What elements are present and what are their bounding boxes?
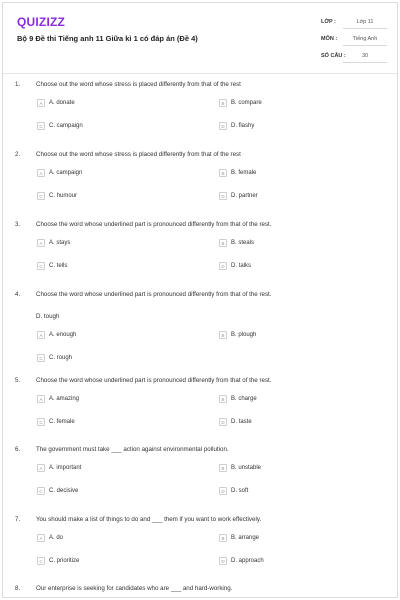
answer-option[interactable] (219, 192, 258, 200)
meta-row-class (321, 15, 389, 32)
option-text: D. soft (231, 488, 249, 494)
option-text: B. female (231, 170, 257, 176)
meta-value: Lớp 11 (343, 19, 387, 29)
meta-row-question-count (321, 49, 389, 66)
question-number: 6. (15, 446, 21, 453)
option-letter-box: A (37, 99, 45, 107)
option-letter-box: B (219, 169, 227, 177)
option-letter-box: D (219, 557, 227, 565)
option-letter-box: A (37, 239, 45, 247)
option-letter-box: C (37, 354, 45, 362)
question-number: 2. (15, 151, 21, 158)
option-letter-box: C (37, 122, 45, 130)
answer-option[interactable] (37, 534, 63, 542)
option-text: A. enough (49, 332, 77, 338)
option-text: A. donate (49, 100, 75, 106)
worksheet-header (3, 3, 397, 74)
option-text: B. steals (231, 240, 255, 246)
option-letter-box: B (219, 99, 227, 107)
answer-option[interactable] (219, 99, 262, 107)
answer-option[interactable] (37, 395, 79, 403)
option-text: B. arrange (231, 535, 260, 541)
answer-option[interactable] (37, 122, 83, 130)
option-text: B. unstable (231, 465, 262, 471)
option-letter-box: D (219, 487, 227, 495)
option-text: C. decisive (49, 488, 79, 494)
answer-option[interactable] (37, 169, 82, 177)
answer-option[interactable] (219, 122, 254, 130)
option-letter-box: C (37, 192, 45, 200)
question-text: Choose out the word whose stress is placed differently from that of the rest (36, 81, 241, 88)
question-number: 5. (15, 377, 21, 384)
meta-label: MÔN : (321, 36, 338, 42)
option-text: C. female (49, 419, 75, 425)
option-letter-box: D (219, 192, 227, 200)
question-text: Choose out the word whose stress is placed differently from that of the rest (36, 151, 241, 158)
option-text: B. charge (231, 396, 257, 402)
answer-option[interactable] (37, 418, 75, 426)
option-letter-box: C (37, 262, 45, 270)
option-text: D. flashy (231, 123, 255, 129)
option-text: D. approach (231, 558, 264, 564)
option-text: C. humour (49, 193, 78, 199)
meta-value: 30 (343, 53, 387, 63)
answer-option[interactable] (37, 192, 77, 200)
question-number: 8. (15, 585, 21, 592)
answer-option[interactable] (219, 169, 256, 177)
option-letter-box: D (219, 122, 227, 130)
option-letter-box: A (37, 534, 45, 542)
answer-option[interactable] (37, 464, 81, 472)
option-letter-box: B (219, 331, 227, 339)
answer-option[interactable] (37, 557, 79, 565)
option-letter-box: D (219, 418, 227, 426)
answer-option[interactable] (37, 262, 67, 270)
question-text: The government must take ___ action against environmental pollution. (36, 446, 229, 453)
worksheet-title: Bộ 9 Đề thi Tiếng anh 11 Giữa kì 1 có đáp án (Đề 4) (17, 34, 198, 43)
option-text: A. amazing (49, 396, 80, 402)
option-letter-box: A (37, 395, 45, 403)
answer-option[interactable] (219, 331, 256, 339)
worksheet-page (2, 2, 398, 598)
option-letter-box: D (219, 262, 227, 270)
answer-option[interactable] (219, 418, 252, 426)
quizizz-logo: QUIZIZZ (17, 15, 66, 29)
question-text: Choose the word whose underlined part is pronounced differently from that of the rest. (36, 221, 272, 228)
option-text: A. do (49, 535, 64, 541)
option-text: D. taste (231, 419, 252, 425)
option-text: C. campaign (49, 123, 83, 129)
question-number: 7. (15, 516, 21, 523)
option-letter-box: A (37, 464, 45, 472)
answer-option[interactable] (37, 354, 72, 362)
answer-option[interactable] (37, 239, 70, 247)
answer-option[interactable] (219, 395, 257, 403)
question-text: Our enterprise is seeking for candidates who are ___ and hard-working. (36, 585, 233, 592)
option-text: C. rough (49, 355, 73, 361)
answer-option[interactable] (219, 262, 251, 270)
question-text: You should make a list of things to do and ___ them if you want to work effectively. (36, 516, 262, 523)
worksheet-meta (321, 15, 389, 66)
option-text: A. campaign (49, 170, 83, 176)
option-letter-box: B (219, 464, 227, 472)
option-text: C. prioritize (49, 558, 80, 564)
meta-row-subject (321, 32, 389, 49)
answer-option[interactable] (219, 239, 254, 247)
answer-option[interactable] (37, 331, 76, 339)
question-number: 1. (15, 81, 21, 88)
meta-value: Tiếng Anh (343, 36, 387, 46)
answer-option[interactable] (219, 557, 264, 565)
option-text: D. partner (231, 193, 258, 199)
answer-option[interactable] (219, 464, 261, 472)
option-text: D. talks (231, 263, 252, 269)
option-letter-box: C (37, 557, 45, 565)
option-text: B. plough (231, 332, 257, 338)
option-letter-box: A (37, 331, 45, 339)
question-text: Choose the word whose underlined part is pronounced differently from that of the rest. (36, 291, 272, 298)
option-text: A. stays (49, 240, 71, 246)
question-number: 4. (15, 291, 21, 298)
answer-option[interactable] (37, 487, 78, 495)
option-letter-box: B (219, 534, 227, 542)
answer-option[interactable] (219, 487, 248, 495)
question-number: 3. (15, 221, 21, 228)
question-text: Choose the word whose underlined part is pronounced differently from that of the rest. (36, 377, 272, 384)
option-text: C. tells (49, 263, 68, 269)
meta-label: SỐ CÂU : (321, 53, 346, 59)
answer-option[interactable] (37, 99, 75, 107)
answer-option[interactable] (219, 534, 259, 542)
option-letter-box: B (219, 395, 227, 403)
meta-label: LỚP : (321, 19, 336, 25)
option-letter-box: C (37, 487, 45, 495)
option-letter-box: B (219, 239, 227, 247)
option-text: B. compare (231, 100, 262, 106)
option-letter-box: A (37, 169, 45, 177)
option-text: A. important (49, 465, 82, 471)
question-subtext: D. tough (36, 313, 60, 320)
option-letter-box: C (37, 418, 45, 426)
